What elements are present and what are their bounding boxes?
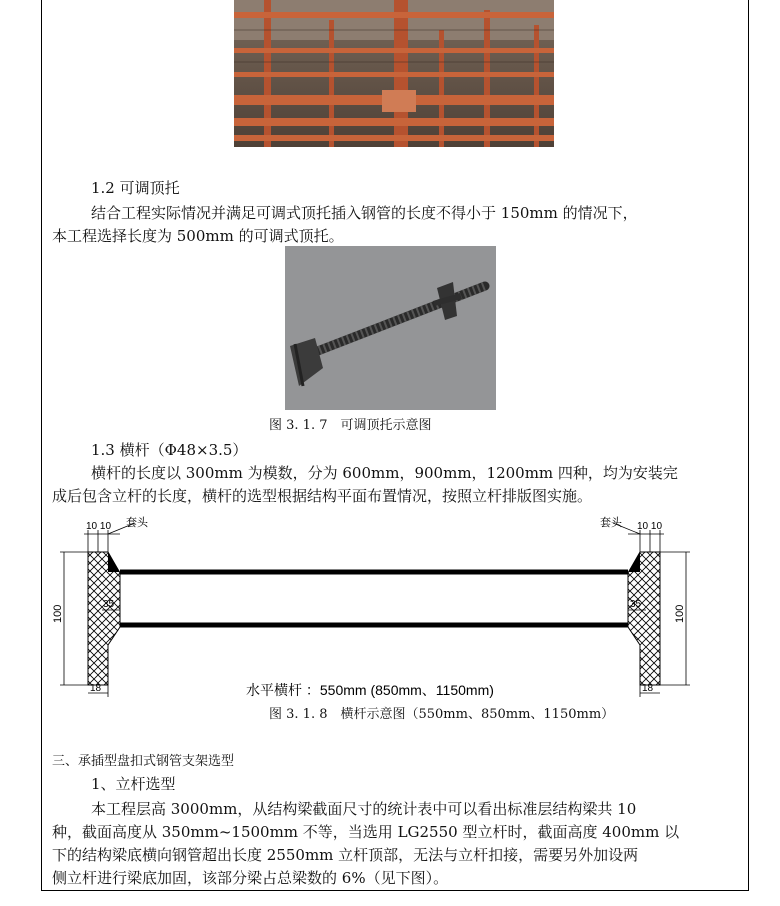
adjustable-jack-photo	[285, 246, 496, 410]
right-height-dimension: 100	[674, 604, 686, 623]
section-1-3-heading: 1.3 横杆（Φ48×3.5）	[91, 441, 248, 459]
left-bottom-dimension: 18	[90, 683, 102, 694]
right-coupler-label: 套头	[600, 517, 622, 529]
figure-3-1-8-caption: 图 3. 1. 8 横杆示意图（550mm、850mm、1150mm）	[269, 707, 615, 722]
section-3-paragraph-line-2: 种，截面高度从 350mm~1500mm 不等，当选用 LG2550 型立杆时，截面高度 400mm 以	[52, 823, 680, 841]
left-coupler-label: 套头	[126, 517, 148, 529]
horizontal-bar-diagram	[50, 515, 740, 705]
right-bottom-dimension: 18	[642, 683, 654, 694]
section-3-paragraph-line-3: 下的结构梁底横向钢管超出长度 2550mm 立杆顶部，无法与立杆扣接，需要另外加设两	[52, 846, 639, 864]
left-top-dimension: 10 10	[86, 521, 112, 532]
section-3-paragraph-line-1: 本工程层高 3000mm，从结构梁截面尺寸的统计表中可以看出标准层结构梁共 10	[91, 800, 637, 818]
section-3-paragraph-line-4: 侧立杆进行梁底加固，该部分梁占总梁数的 6%（见下图）。	[52, 869, 449, 887]
section-1-2-paragraph-line-2: 本工程选择长度为 500mm 的可调式顶托。	[52, 227, 344, 245]
section-1-2-paragraph-line-1: 结合工程实际情况并满足可调式顶托插入钢管的长度不得小于 150mm 的情况下，	[91, 204, 638, 222]
scaffolding-photo	[234, 0, 554, 147]
left-height-dimension: 100	[52, 604, 64, 623]
right-inner-dimension: 35	[630, 599, 642, 610]
figure-3-1-7-caption: 图 3. 1. 7 可调顶托示意图	[269, 418, 432, 433]
right-top-dimension: 10 10	[637, 521, 663, 532]
section-3-subheading: 1、立杆选型	[91, 775, 176, 793]
left-inner-dimension: 35	[103, 599, 115, 610]
section-1-3-paragraph-line-2: 成后包含立杆的长度，横杆的选型根据结构平面布置情况，按照立杆排版图实施。	[52, 487, 593, 505]
section-3-heading: 三、承插型盘扣式钢管支架选型	[52, 754, 235, 769]
section-1-2-heading: 1.2 可调顶托	[91, 179, 180, 197]
section-1-3-paragraph-line-1: 横杆的长度以 300mm 为模数，分为 600mm，900mm，1200mm 四种，均为安装完	[91, 464, 678, 482]
horizontal-bar-label: 水平横杆 ：550mm (850mm、1150mm)	[246, 682, 494, 698]
